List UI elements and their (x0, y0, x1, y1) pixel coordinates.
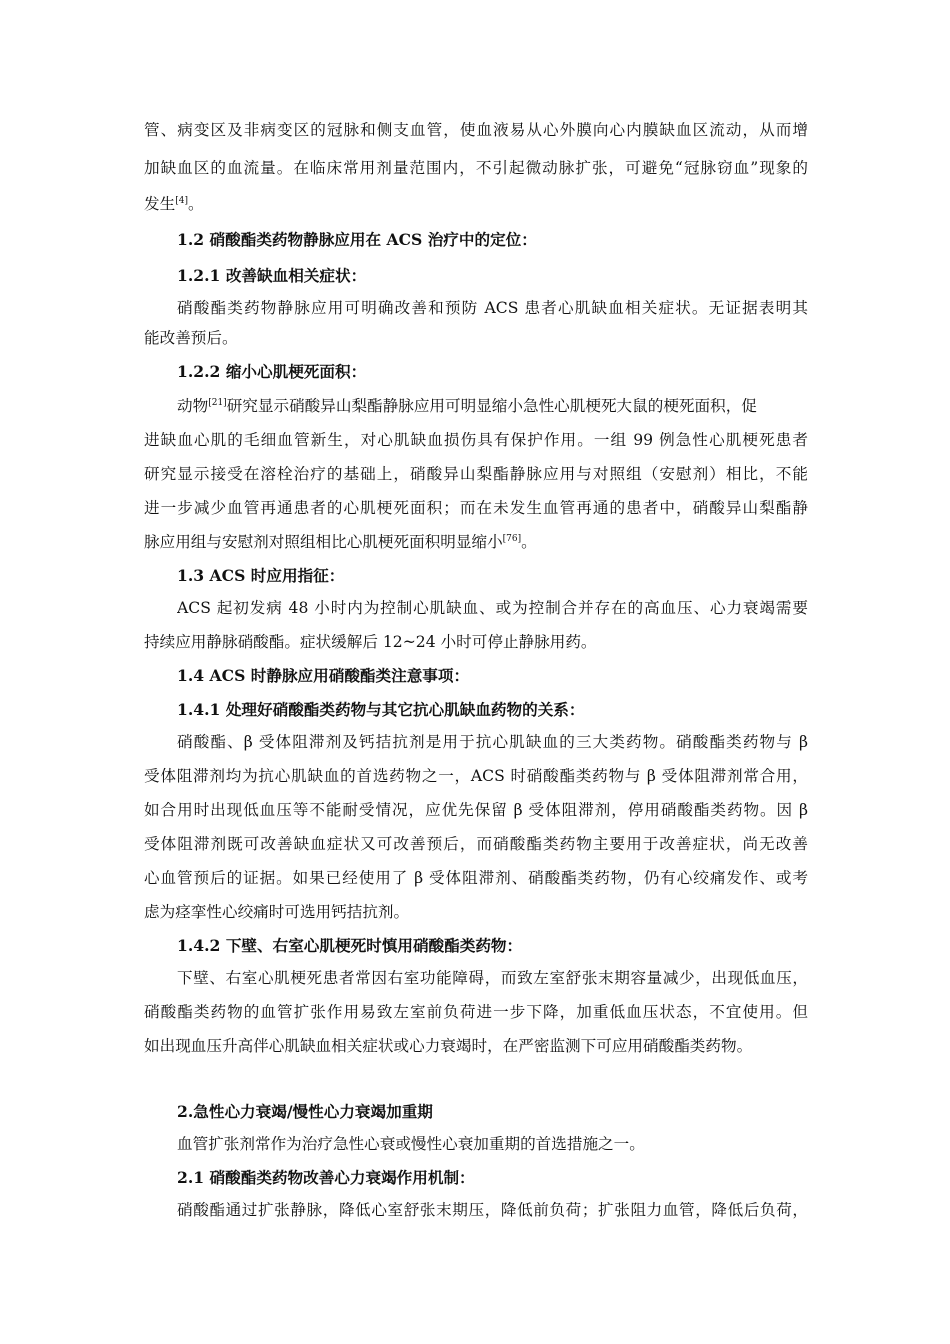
paragraph-line: 持续应用静脉硝酸酯。症状缓解后 12~24 小时可停止静脉用药。 (144, 633, 597, 651)
citation-ref: [4] (175, 195, 188, 206)
subsection-heading: 1.2.1 改善缺血相关症状： (177, 266, 367, 285)
paragraph-line: 受体阻滞剂均为抗心肌缺血的首选药物之一，ACS 时硝酸酯类药物与 β 受体阻滞剂常合用， (144, 767, 808, 785)
section-heading: 1.2 硝酸酯类药物静脉应用在 ACS 治疗中的定位： (177, 230, 537, 249)
citation-ref: [21] (208, 397, 227, 408)
text-span: 发生 (144, 195, 176, 213)
text-span: 。 (521, 533, 537, 551)
paragraph-line: 能改善预后。 (144, 329, 238, 347)
paragraph-line: 进一步减少血管再通患者的心肌梗死面积；而在未发生血管再通的患者中，硝酸异山梨酯静 (144, 499, 808, 517)
paragraph-line: 硝酸酯类药物静脉应用可明确改善和预防 ACS 患者心肌缺血相关症状。无证据表明其 (177, 299, 808, 317)
paragraph-line: 硝酸酯、β 受体阻滞剂及钙拮抗剂是用于抗心肌缺血的三大类药物。硝酸酯类药物与 β (177, 733, 808, 751)
paragraph-line: 心血管预后的证据。如果已经使用了 β 受体阻滞剂、硝酸酯类药物，仍有心绞痛发作、或考 (144, 869, 808, 887)
paragraph-line: 加缺血区的血流量。在临床常用剂量范围内，不引起微动脉扩张，可避免“冠脉窃血”现象的 (144, 159, 808, 177)
subsection-heading: 1.2.2 缩小心肌梗死面积： (177, 362, 367, 381)
section-heading: 1.4 ACS 时静脉应用硝酸酯类注意事项： (177, 666, 470, 685)
section-heading: 2.急性心力衰竭/慢性心力衰竭加重期 (177, 1102, 433, 1121)
text-span: 研究显示硝酸异山梨酯静脉应用可明显缩小急性心肌梗死大鼠的梗死面积，促 (226, 397, 757, 415)
paragraph-line (177, 396, 808, 416)
paragraph-line: 硝酸酯通过扩张静脉，降低心室舒张末期压，降低前负荷；扩张阻力血管，降低后负荷， (177, 1201, 808, 1219)
paragraph-line: 血管扩张剂常作为治疗急性心衰或慢性心衰加重期的首选措施之一。 (177, 1135, 645, 1153)
paragraph-line (144, 532, 808, 552)
text-span: 。 (187, 195, 204, 213)
paragraph-line: 虑为痉挛性心绞痛时可选用钙拮抗剂。 (144, 903, 410, 921)
subsection-heading: 1.4.2 下壁、右室心肌梗死时慎用硝酸酯类药物： (177, 936, 523, 955)
paragraph-line: 研究显示接受在溶栓治疗的基础上，硝酸异山梨酯静脉应用与对照组（安慰剂）相比，不能 (144, 465, 808, 483)
paragraph-line: 进缺血心肌的毛细血管新生，对心肌缺血损伤具有保护作用。一组 99 例急性心肌梗死患者 (144, 431, 808, 449)
citation-ref: [76] (502, 533, 522, 544)
paragraph-line: 如合用时出现低血压等不能耐受情况，应优先保留 β 受体阻滞剂，停用硝酸酯类药物。因 β (144, 801, 808, 819)
text-span: 动物 (177, 397, 209, 415)
paragraph-line: ACS 起初发病 48 小时内为控制心肌缺血、或为控制合并存在的高血压、心力衰竭需要 (177, 599, 808, 617)
section-heading: 1.3 ACS 时应用指征： (177, 566, 345, 585)
paragraph-line: 受体阻滞剂既可改善缺血症状又可改善预后，而硝酸酯类药物主要用于改善症状，尚无改善 (144, 835, 808, 853)
subsection-heading: 1.4.1 处理好硝酸酯类药物与其它抗心肌缺血药物的关系： (177, 700, 585, 719)
paragraph-line: 管、病变区及非病变区的冠脉和侧支血管，使血液易从心外膜向心内膜缺血区流动，从而增 (144, 121, 808, 139)
paragraph-line: 下壁、右室心肌梗死患者常因右室功能障碍，而致左室舒张末期容量减少，出现低血压， (177, 969, 808, 987)
paragraph-line: 硝酸酯类药物的血管扩张作用易致左室前负荷进一步下降，加重低血压状态，不宜使用。但 (144, 1003, 808, 1021)
paragraph-line: 如出现血压升高伴心肌缺血相关症状或心力衰竭时，在严密监测下可应用硝酸酯类药物。 (144, 1037, 753, 1055)
paragraph-line (144, 194, 808, 214)
section-heading: 2.1 硝酸酯类药物改善心力衰竭作用机制： (177, 1168, 475, 1187)
text-span: 脉应用组与安慰剂对照组相比心肌梗死面积明显缩小 (144, 533, 503, 551)
